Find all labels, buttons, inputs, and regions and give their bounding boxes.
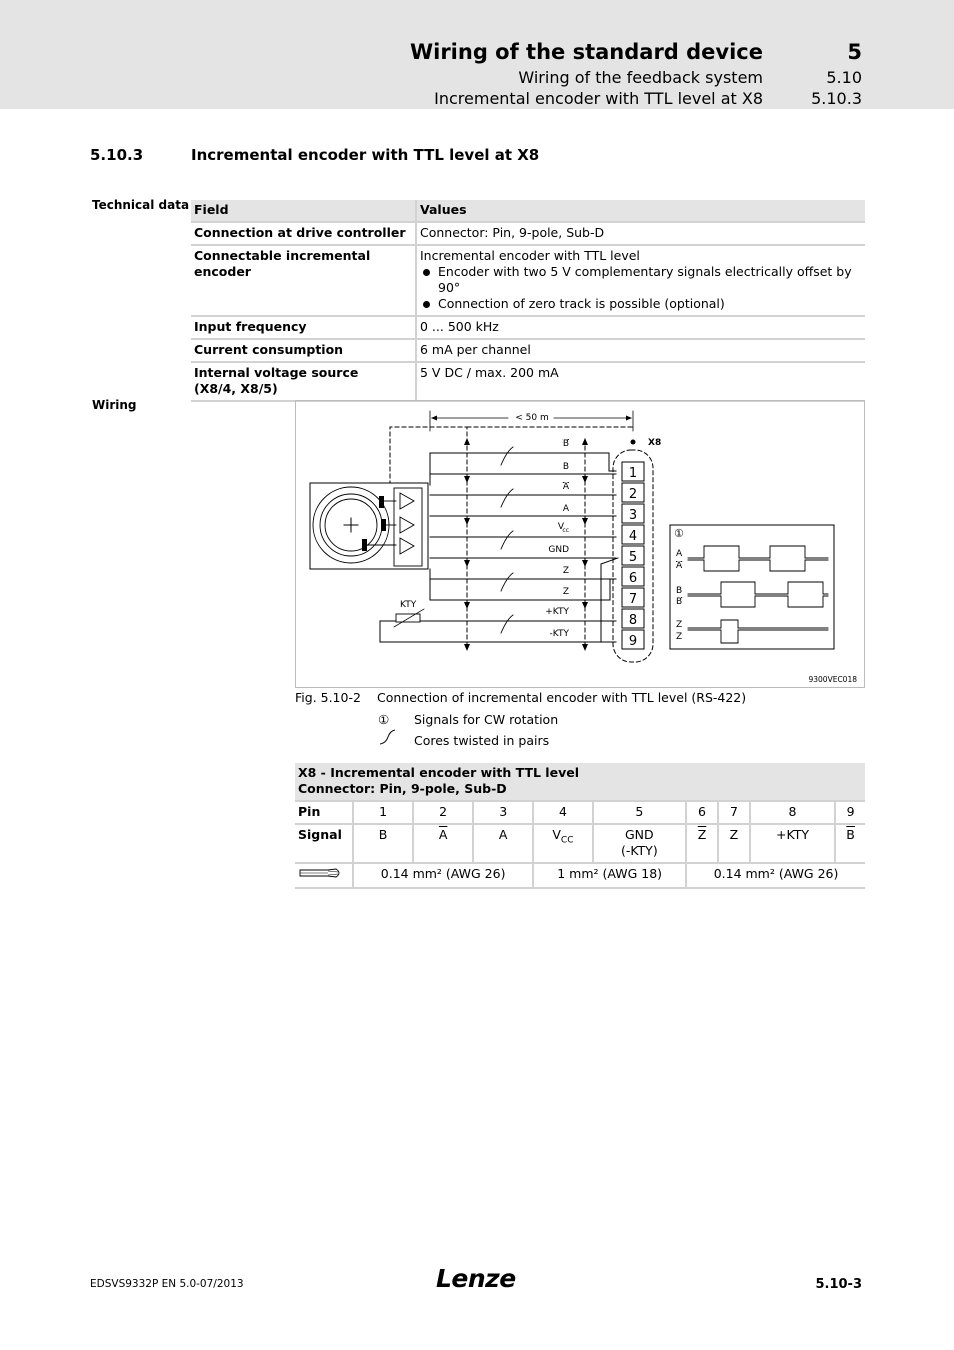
vcc-sub: CC: [560, 835, 574, 846]
pin-number: 7: [628, 592, 638, 607]
timing-label: Z: [676, 632, 683, 642]
signal-value: A: [473, 824, 533, 863]
signal-label: A: [562, 504, 569, 514]
cable-spec: 0.14 mm² (AWG 26): [686, 863, 865, 888]
timing-label: A: [676, 549, 683, 559]
section-number: 5.10.3: [90, 146, 144, 164]
legend-text: Signals for CW rotation: [414, 712, 559, 727]
pin-number: 4: [628, 529, 638, 544]
signal-label: Z: [562, 566, 569, 576]
table-row: [191, 316, 865, 339]
signal-label: +KTY: [545, 607, 569, 617]
pin-table-title-line2: Connector: Pin, 9-pole, Sub-D: [298, 781, 507, 796]
lenze-logo: Lenze: [436, 1264, 516, 1293]
section-title: Incremental encoder with TTL level at X8: [191, 146, 540, 164]
signal-value: [593, 824, 687, 863]
vcc-label: V: [552, 827, 561, 842]
legend-item: [378, 729, 549, 748]
row-field: Connection at drive controller: [191, 222, 416, 245]
subchapter-title: Wiring of the feedback system: [518, 68, 763, 87]
pin-label: Pin: [295, 801, 353, 824]
row-value: 0 ... 500 kHz: [416, 316, 865, 339]
row-value: [416, 245, 865, 316]
pin-table-title-cell: [295, 763, 865, 801]
signal-value: +KTY: [750, 824, 835, 863]
pin-table-title: [295, 763, 865, 801]
row-value: 5 V DC / max. 200 mA: [416, 362, 865, 401]
pin-number: 7: [718, 801, 750, 824]
pin-number: 5: [628, 550, 638, 565]
row-field: Current consumption: [191, 339, 416, 362]
subsection-number: 5.10.3: [811, 89, 862, 108]
document-id: EDSVS9332P EN 5.0-07/2013: [90, 1278, 244, 1290]
row-field: [191, 362, 416, 401]
bullet-item: Connection of zero track is possible (optional): [420, 296, 862, 312]
kty-label: KTY: [400, 600, 417, 610]
cable-row: [295, 863, 865, 888]
row-value: 6 mA per channel: [416, 339, 865, 362]
signal-label: GND: [548, 545, 569, 555]
header-field: Field: [191, 200, 416, 222]
pin-number: 4: [533, 801, 592, 824]
signal-label: B: [562, 462, 569, 472]
signal-value: Z: [718, 824, 750, 863]
page-number: 5.10-3: [815, 1277, 862, 1292]
twisted-pair-icon: [378, 729, 414, 748]
table-row: [191, 222, 865, 245]
signal-value: B: [353, 824, 413, 863]
legend-text: Cores twisted in pairs: [414, 733, 550, 748]
pin-number: 9: [835, 801, 865, 824]
signal-label: Signal: [295, 824, 353, 863]
row-value-text: Incremental encoder with TTL level: [420, 248, 640, 263]
technical-data-label: Technical data: [92, 198, 190, 212]
pin-number: 6: [686, 801, 718, 824]
pin-number: 9: [628, 634, 638, 649]
timing-label: A: [676, 561, 683, 571]
note-marker: ①: [674, 527, 684, 540]
diagram-code: 9300VEC018: [808, 675, 857, 684]
table-header-row: [191, 200, 865, 222]
pin-number: 8: [750, 801, 835, 824]
signal-label: V: [557, 522, 564, 532]
gnd-sub: (-KTY): [620, 843, 658, 858]
timing-label: B: [676, 597, 683, 607]
subsection-title: Incremental encoder with TTL level at X8: [434, 89, 763, 108]
timing-label: B: [676, 586, 683, 596]
row-field: Input frequency: [191, 316, 416, 339]
pin-number: 6: [628, 571, 638, 586]
row-field-line1: Internal voltage source: [194, 365, 359, 380]
wiring-diagram: [296, 401, 864, 687]
pin-number: 1: [628, 466, 638, 481]
signal-value: $\overline{B}$: [835, 824, 865, 863]
pin-row: [295, 801, 865, 824]
technical-data-table: [191, 200, 865, 402]
wiring-label: Wiring: [92, 398, 137, 412]
signal-label: -KTY: [549, 629, 569, 639]
timing-label: Z: [676, 620, 683, 630]
subchapter-number: 5.10: [826, 68, 862, 87]
bullet-item: Encoder with two 5 V complementary signals electrically offset by 90°: [420, 264, 862, 296]
distance-label: < 50 m: [515, 413, 549, 423]
row-value: Connector: Pin, 9-pole, Sub-D: [416, 222, 865, 245]
wiring-diagram-frame: [295, 400, 865, 688]
note-marker-icon: ①: [378, 712, 390, 727]
pin-number: 1: [353, 801, 413, 824]
pin-number: 5: [593, 801, 687, 824]
signal-label: Z: [562, 587, 569, 597]
table-row: [191, 362, 865, 401]
legend-item: [378, 712, 558, 727]
signal-value: $\overline{A}$: [413, 824, 473, 863]
figure-number: Fig. 5.10-2: [295, 690, 361, 705]
chapter-title: Wiring of the standard device: [409, 40, 763, 64]
header-values: Values: [416, 200, 865, 222]
table-row: [191, 339, 865, 362]
row-field: Connectable incremental encoder: [191, 245, 416, 316]
cable-spec: 0.14 mm² (AWG 26): [353, 863, 533, 888]
signal-label: B: [562, 439, 569, 449]
pin-number: 3: [473, 801, 533, 824]
cable-icon: [295, 863, 353, 888]
chapter-number: 5: [847, 40, 862, 64]
signal-value: [533, 824, 592, 863]
pin-number: 2: [628, 487, 638, 502]
cable-spec: 1 mm² (AWG 18): [533, 863, 686, 888]
pin-table-title-line1: X8 - Incremental encoder with TTL level: [298, 765, 579, 780]
signal-value: $\overline{Z}$: [686, 824, 718, 863]
gnd-label: GND: [624, 827, 654, 842]
connector-label: X8: [648, 438, 662, 448]
pin-number: 8: [628, 613, 638, 628]
pin-assignment-table: [295, 763, 865, 889]
figure-caption-text: Connection of incremental encoder with TTL level (RS-422): [377, 690, 747, 705]
pin-number: 3: [628, 508, 638, 523]
pin-number: 2: [413, 801, 473, 824]
signal-label: A: [562, 482, 569, 492]
row-field-line2: (X8/4, X8/5): [194, 381, 278, 396]
signal-label-sub: cc: [562, 527, 569, 534]
signal-row: [295, 824, 865, 863]
figure-caption: [295, 690, 746, 705]
table-row: [191, 245, 865, 316]
